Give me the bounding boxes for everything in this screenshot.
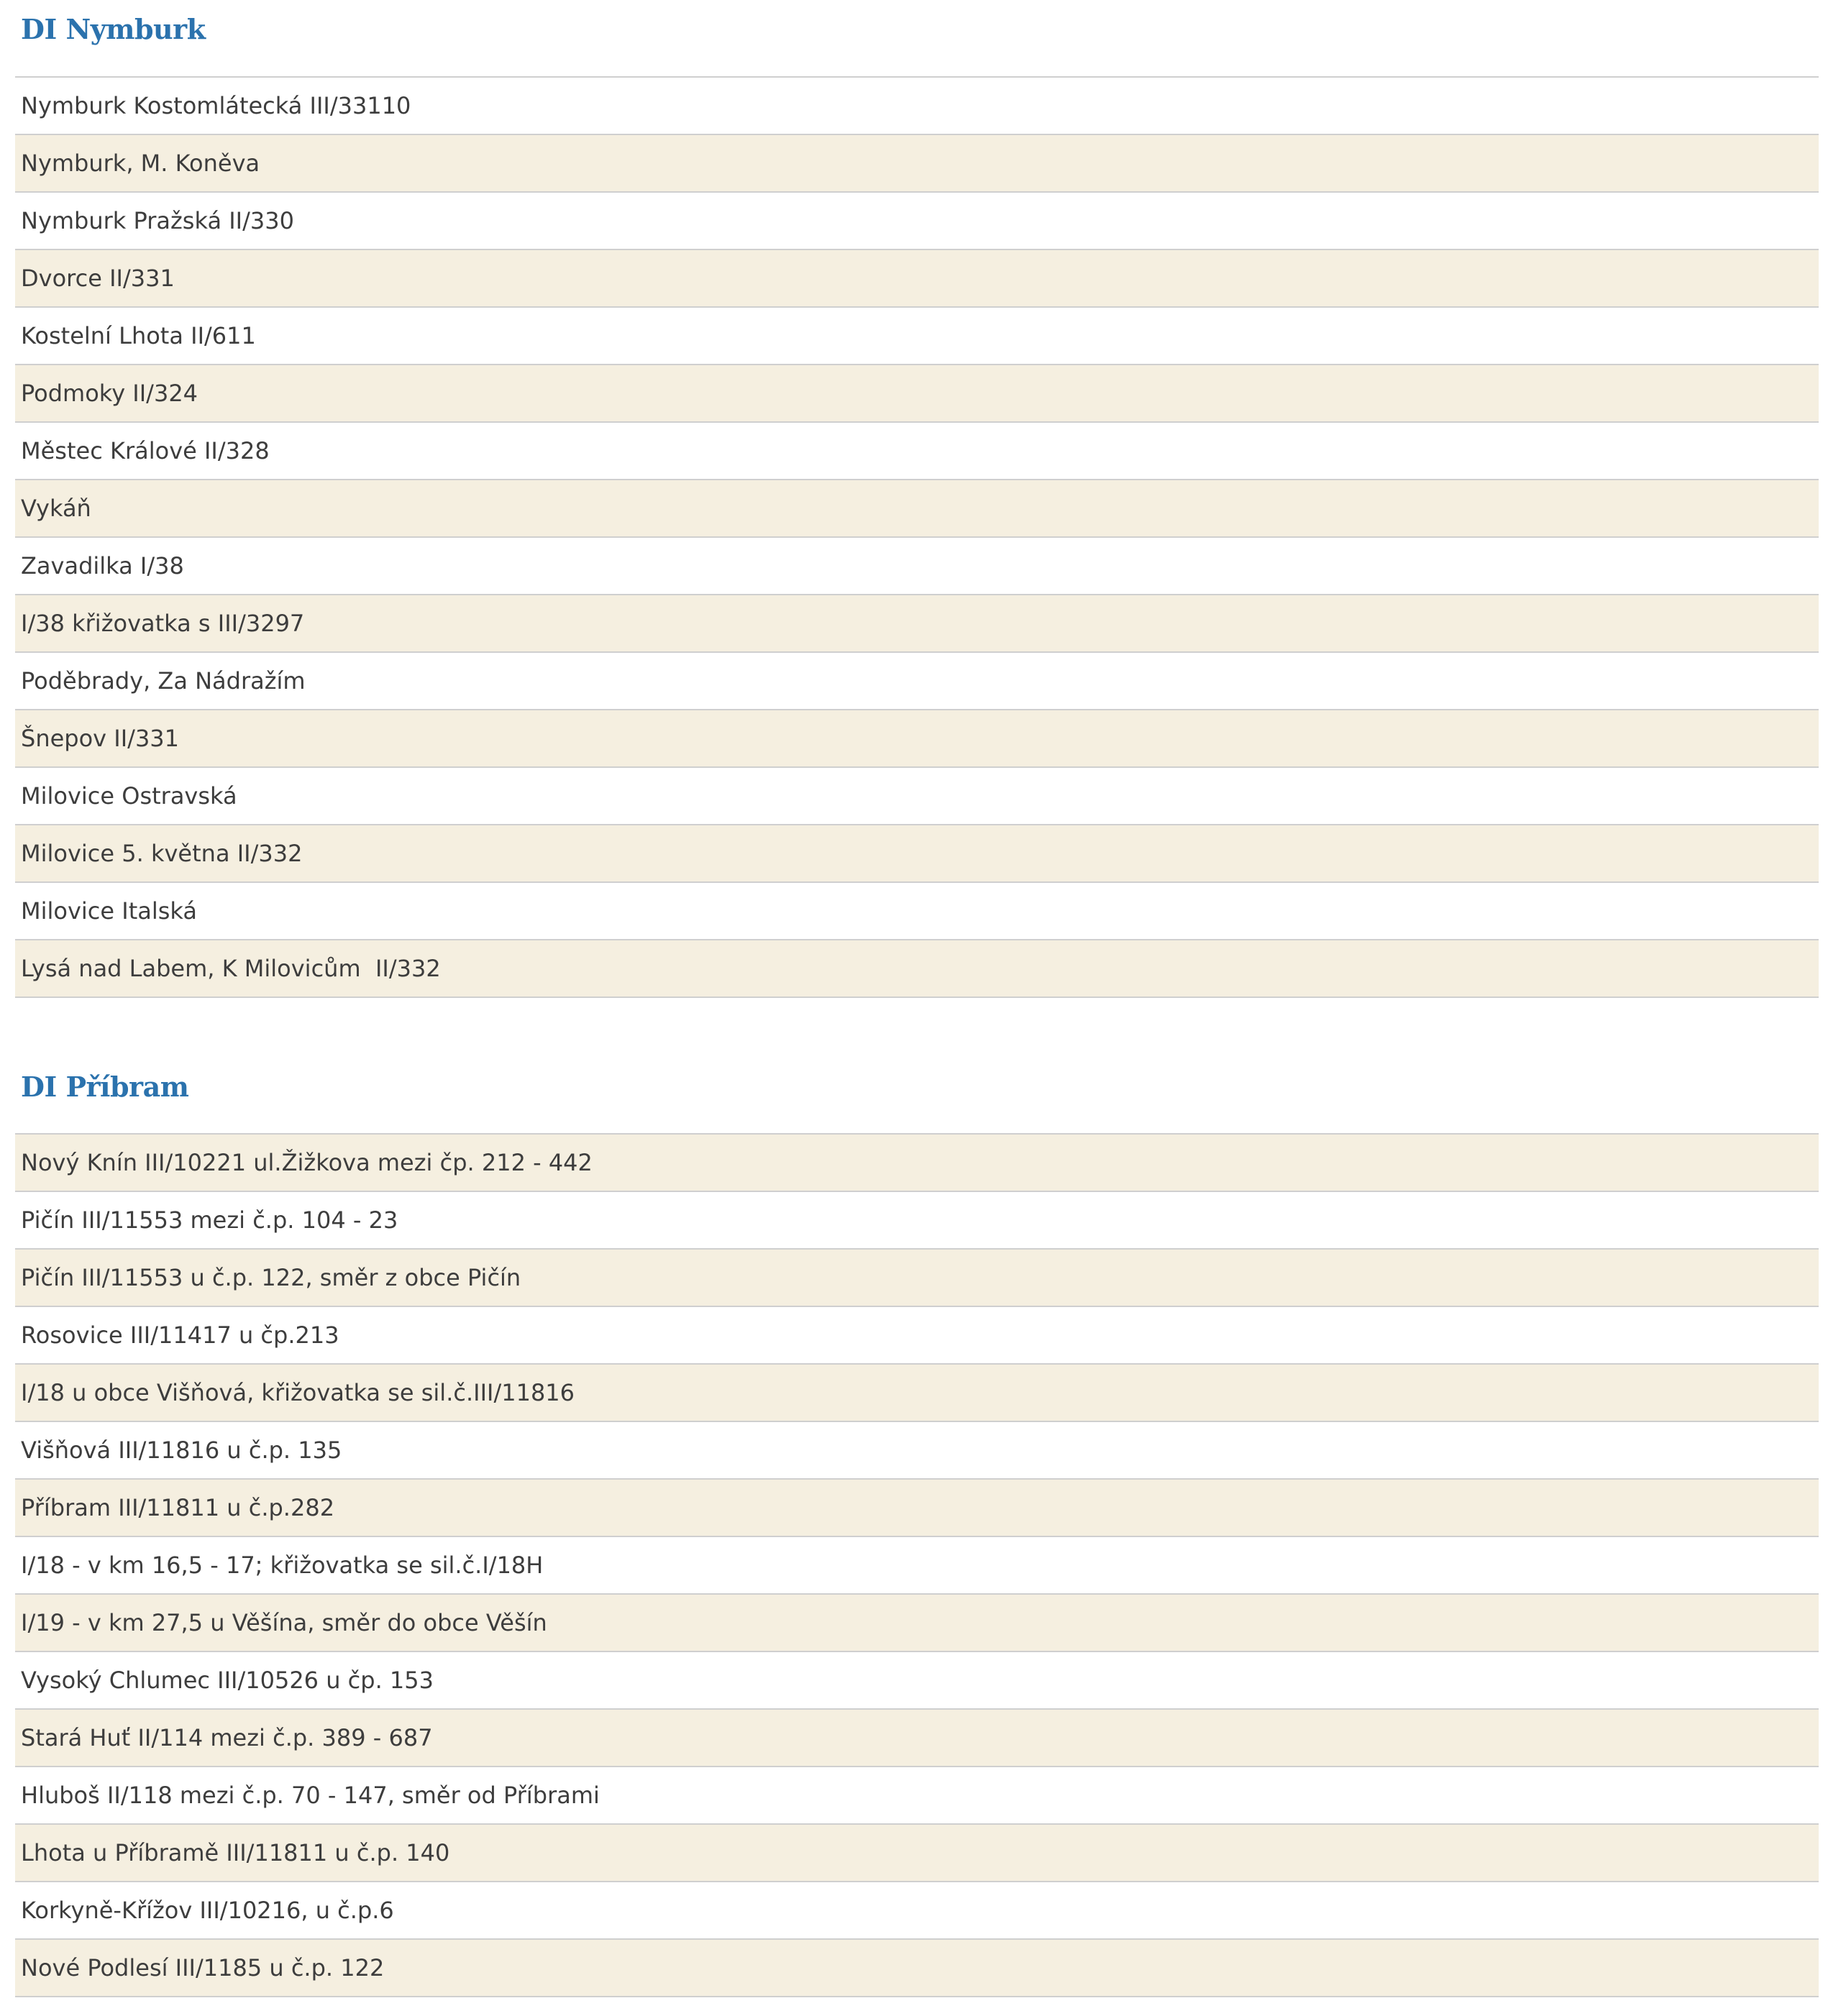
table-row: Kostelní Lhota II/611 [15,308,1819,365]
table-row: Příbram III/11811 u č.p.282 [15,1480,1819,1537]
table-row: Pičín III/11553 mezi č.p. 104 - 23 [15,1192,1819,1250]
table-row: Šnepov II/331 [15,710,1819,768]
table-row: Nymburk Pražská II/330 [15,193,1819,250]
location-table-di-nymburk [15,76,1819,998]
table-row: Dvorce II/331 [15,250,1819,308]
table-row: Podmoky II/324 [15,365,1819,423]
table-row: Poděbrady, Za Nádražím [15,653,1819,710]
table-row: I/38 křižovatka s III/3297 [15,595,1819,653]
table-row: Rosovice III/11417 u čp.213 [15,1307,1819,1365]
table-row: Zavadilka I/38 [15,538,1819,595]
table-row: Městec Králové II/328 [15,423,1819,480]
table-row: Hluboš II/118 mezi č.p. 70 - 147, směr od Příbrami [15,1767,1819,1825]
table-row: Milovice Italská [15,883,1819,940]
location-table-di-pribram [15,1133,1819,1997]
table-row: Milovice 5. května II/332 [15,825,1819,883]
table-row: Višňová III/11816 u č.p. 135 [15,1422,1819,1480]
table-row: Nové Podlesí III/1185 u č.p. 122 [15,1940,1819,1997]
table-row: Milovice Ostravská [15,768,1819,825]
table-row: Vykáň [15,480,1819,538]
table-row: Vysoký Chlumec III/10526 u čp. 153 [15,1652,1819,1710]
table-row: Pičín III/11553 u č.p. 122, směr z obce Pičín [15,1250,1819,1307]
table-row: Nový Knín III/10221 ul.Žižkova mezi čp. 212 - 442 [15,1135,1819,1192]
table-row: Stará Huť II/114 mezi č.p. 389 - 687 [15,1710,1819,1767]
table-row: Lysá nad Labem, K Milovicům II/332 [15,940,1819,998]
table-row: Nymburk Kostomlátecká III/33110 [15,78,1819,135]
table-row: I/19 - v km 27,5 u Věšína, směr do obce Věšín [15,1595,1819,1652]
table-row: Nymburk, M. Koněva [15,135,1819,193]
section-title-di-nymburk: DI Nymburk [21,13,206,45]
table-row: Korkyně-Křížov III/10216, u č.p.6 [15,1882,1819,1940]
table-row: Lhota u Příbramě III/11811 u č.p. 140 [15,1825,1819,1882]
table-row: I/18 - v km 16,5 - 17; křižovatka se sil.č.I/18H [15,1537,1819,1595]
section-title-di-pribram: DI Příbram [21,1071,189,1103]
table-row: I/18 u obce Višňová, křižovatka se sil.č.III/11816 [15,1365,1819,1422]
